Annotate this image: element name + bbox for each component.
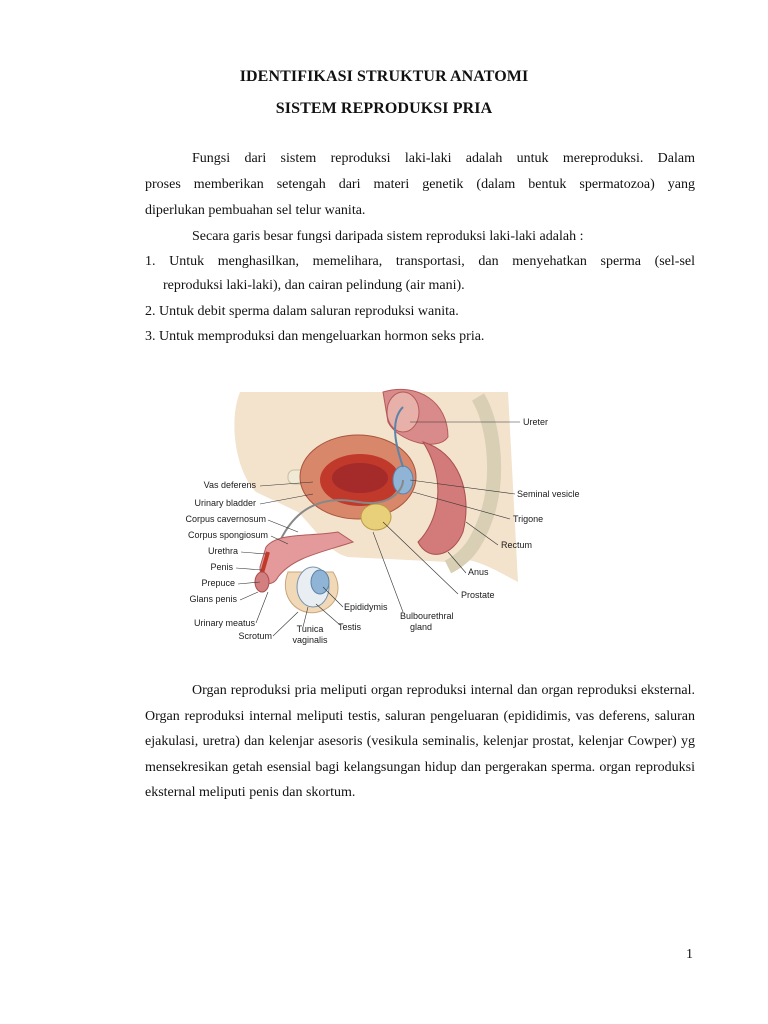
label-anus: Anus (468, 567, 489, 577)
label-urinary-bladder: Urinary bladder (194, 498, 256, 508)
label-tunica-line-2: vaginalis (292, 635, 328, 645)
label-testis: Testis (338, 622, 362, 632)
page-number: 1 (686, 947, 693, 962)
label-bulbourethral-line-2: gland (410, 622, 433, 632)
organs-paragraph-text: Organ reproduksi pria meliputi organ reproduksi internal dan organ reproduksi eksternal. Organ reproduksi internal meliputi testis, saluran pengeluaran (epididimis, vas deferens, saluran ejakulasi, uretra) dan kelenjar asesoris (vesikula seminalis, kelenjar prostat, kelenjar Cowper) yg mensekresikan getah esensial bagi kelangsungan hidup dan pergerakan sperma. organ reproduksi eksternal meliputi penis dan skortum. (145, 683, 695, 800)
function-item-2: 2. Untuk debit sperma dalam saluran reproduksi wanita. (145, 304, 459, 319)
intro-line-3: diperlukan pembuahan sel telur wanita. (145, 203, 366, 218)
anatomy-figure (148, 382, 588, 652)
function-item-3: 3. Untuk memproduksi dan mengeluarkan hormon seks pria. (145, 329, 485, 344)
intro-line-2: proses memberikan setengah dari materi genetik (dalam bentuk spermatozoa) yang (145, 177, 695, 192)
function-item-1: 1. Untuk menghasilkan, memelihara, transportasi, dan menyehatkan sperma (sel-sel (145, 254, 695, 269)
label-prostate: Prostate (461, 590, 495, 600)
title-line-2: SISTEM REPRODUKSI PRIA (275, 100, 493, 117)
title-line-1: IDENTIFIKASI STRUKTUR ANATOMI (239, 68, 529, 85)
label-tunica-line-1: Tunica (296, 624, 324, 634)
label-urethra: Urethra (207, 546, 238, 556)
label-vas-deferens: Vas deferens (203, 480, 256, 490)
label-glans-penis: Glans penis (189, 594, 237, 604)
organs-paragraph (145, 678, 695, 806)
intro-line-1: Fungsi dari sistem reproduksi laki-laki adalah untuk mereproduksi. Dalam (192, 151, 695, 166)
label-corpus-spongiosum: Corpus spongiosum (187, 530, 268, 540)
label-bulbourethral-line-1: Bulbourethral (400, 611, 454, 621)
label-scrotum: Scrotum (238, 631, 272, 641)
label-corpus-cavernosum: Corpus cavernosum (185, 514, 266, 524)
functions-intro: Secara garis besar fungsi daripada sistem reproduksi laki-laki adalah : (192, 229, 584, 244)
label-rectum: Rectum (501, 540, 533, 550)
label-prepuce: Prepuce (201, 578, 235, 588)
label-seminal-vesicle: Seminal vesicle (517, 489, 580, 499)
label-ureter: Ureter (523, 417, 549, 427)
label-trigone: Trigone (513, 514, 544, 524)
label-epididymis: Epididymis (344, 602, 388, 612)
label-urinary-meatus: Urinary meatus (193, 618, 255, 628)
function-item-1-cont: reproduksi laki-laki), dan cairan pelindung (air mani). (163, 278, 465, 293)
label-penis: Penis (210, 562, 233, 572)
